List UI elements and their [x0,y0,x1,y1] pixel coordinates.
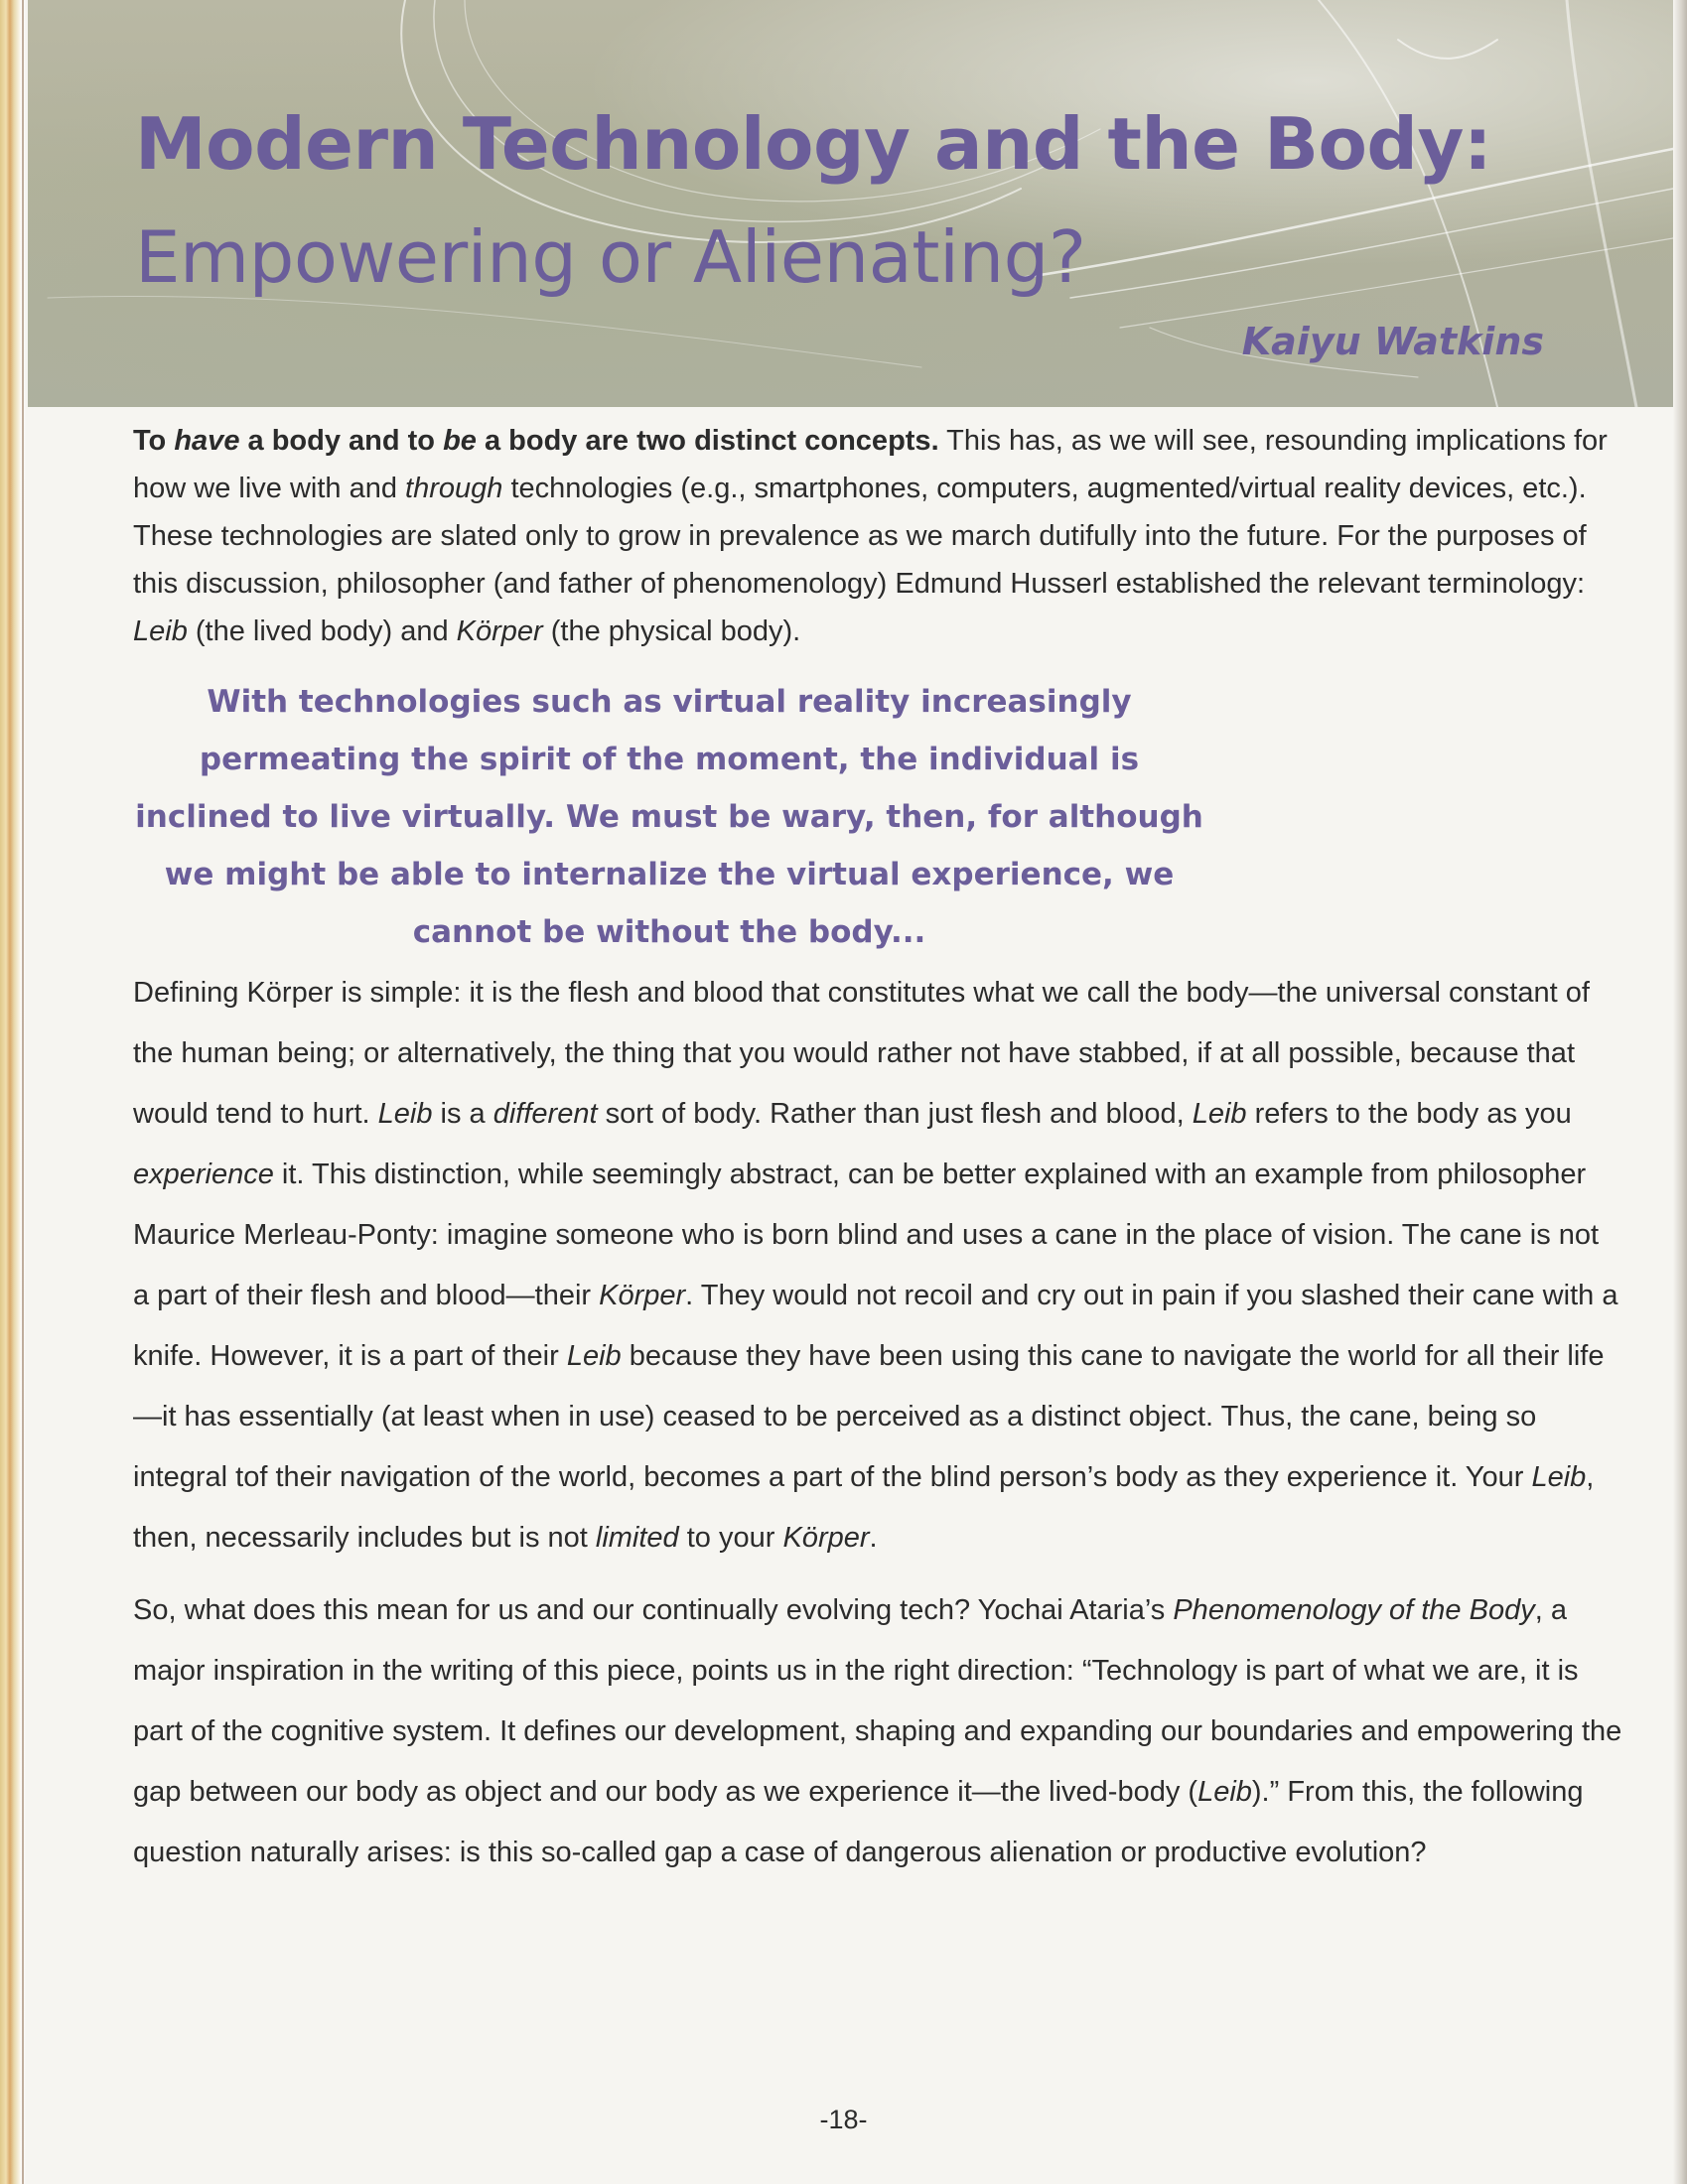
page-number: -18- [819,2105,868,2134]
body-text: , a major inspiration in the writing of this piece, points us in the right direction: “Technology is part of what we are, it is part of the cognitive system. It defines our development, shaping and expanding our boundaries and empowering the gap between our body as object and our body as we experience it—the lived-body ( [133,1594,1622,1808]
intro-text: (the lived body) and [187,615,457,647]
body-text: . [869,1522,878,1554]
body-text: to your [678,1522,783,1554]
article-title-line-1: Modern Technology and the Body: [135,102,1492,186]
emphasis-through: through [405,473,503,504]
article-body [133,417,1622,1883]
pull-quote: With technologies such as virtual reality increasingly permeating the spirit of the moment, the individual is inclined to live virtually. We must be wary, then, for although we might be able to internalize the virtual experience, we cannot be without the body... [135,684,1203,950]
term-leib: Leib [133,615,188,647]
body-text: Defining Körper is simple: it is the flesh and blood that constitutes what we call the body—the universal constant of the human being; or alternatively, the thing that you would rather not have stabbed, if at all possible, because that would tend to hurt. [133,977,1590,1130]
body-text: ).” From this, the following question naturally arises: is this so-called gap a case of dangerous alienation or productive evolution? [133,1776,1584,1868]
term-korper: Körper [599,1280,686,1311]
term-leib: Leib [1197,1776,1252,1808]
author-byline: Kaiyu Watkins [1241,320,1544,363]
lead-text: a body are two distinct concepts. [476,425,939,457]
body-text: So, what does this mean for us and our continually evolving tech? Yochai Ataria’s [133,1594,1174,1626]
emphasis-experience: experience [133,1159,274,1190]
binding-line [22,0,24,2184]
article-title [135,87,1491,314]
emphasis-different: different [492,1098,598,1130]
body-text: because they have been using this cane to navigate the world for all their life—it has essentially (at least when in use) ceased to be perceived as a distinct object. Thus, the cane, being so integral tof their navigation of the world, becomes a part of the blind person’s body as they experience it. Your [133,1340,1605,1493]
lead-text: a body and to [239,425,444,457]
body-text: . They would not recoil and cry out in pain if you slashed their cane with a knife. However, it is a part of their [133,1280,1618,1372]
term-leib: Leib [377,1098,433,1130]
lead-emphasis-be: be [443,425,477,457]
body-paragraph-korper-leib [133,963,1622,1569]
body-text: refers to the body as you [1246,1098,1572,1130]
intro-text: This has, as we will see, resounding implications for how we live with and [133,425,1608,504]
body-paragraph-technology [133,1580,1622,1883]
term-leib: Leib [1531,1461,1587,1493]
term-korper: Körper [456,615,543,647]
page-edge-shadow [1673,0,1687,2184]
lead-emphasis-have: have [174,425,240,457]
intro-text: technologies (e.g., smartphones, computers, augmented/virtual reality devices, etc.). These technologies are slated only to grow in prevalence as we march dutifully into the future. For the purposes of this discussion, philosopher (and father of phenomenology) Edmund Husserl established the relevant terminology: [133,473,1587,600]
lead-sentence [133,425,939,457]
body-text: , then, necessarily includes but is not [133,1461,1595,1554]
term-leib: Leib [566,1340,622,1372]
book-title: Phenomenology of the Body [1173,1594,1535,1626]
emphasis-limited: limited [595,1522,679,1554]
term-korper: Körper [782,1522,870,1554]
term-leib: Leib [1192,1098,1247,1130]
article-title-line-2: Empowering or Alienating? [135,215,1086,299]
intro-paragraph [133,417,1622,655]
title-banner [28,0,1673,407]
body-text: it. This distinction, while seemingly abstract, can be better explained with an example from philosopher Maurice Merleau-Ponty: imagine someone who is born blind and uses a cane in the place of vision. The cane is not a part of their flesh and blood—their [133,1159,1600,1311]
body-text: sort of body. Rather than just flesh and blood, [597,1098,1193,1130]
intro-text: (the physical body). [542,615,801,647]
lead-text: To [133,425,175,457]
body-text: is a [432,1098,493,1130]
